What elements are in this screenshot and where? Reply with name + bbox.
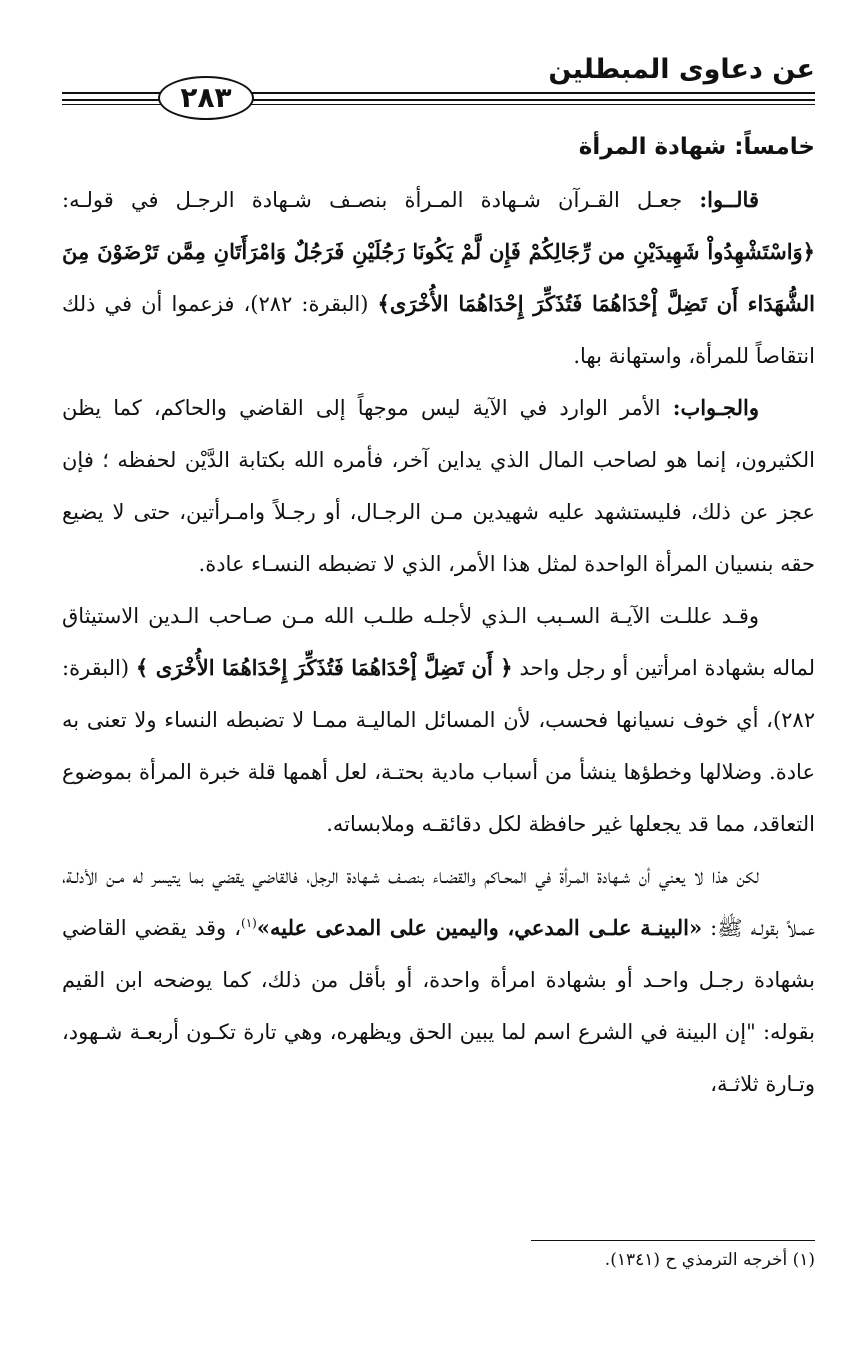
court-text-a: لكن هذا لا يعني أن شـهادة المـرأة في المحـاكم والقضـاء بنصـف شـهادة الرجل، فالقاضي يقضي بما يتيسر له مـن الأدلـة، عمـلاً بقولـه ﷺ: (62, 864, 815, 940)
paragraph-court (62, 850, 815, 1110)
claim-tail: فزعموا أن في ذلك انتقاصاً للمرأة، واستهانة بها. (62, 292, 815, 368)
claim-text: جعـل القـرآن شـهادة المـرأة بنصـف شـهادة الرجـل في قولـه: (62, 188, 700, 212)
paragraph-claim (62, 174, 815, 382)
paragraph-answer (62, 382, 815, 590)
reason-text-b: (البقرة: ٢٨٢)، أي خوف نسيانها فحسب، لأن المسائل الماليـة ممـا لا تضبطه النساء ولا تعنى به عادة. وضلالها وخطؤها ينشأ من أسباب مادية بحتـة، لعل أهمها قلة خبرة المرأة بموضوع التعاقد، مما قد يجعلها غير حافظة لكل دقائقـه وملابساته. (62, 656, 815, 836)
answer-text: الأمر الوارد في الآية ليس موجهاً إلى القاضي والحاكم، كما يظن الكثيرون، إنما هو لصاحب المال الذي يداين آخر، فأمره الله بكتابة الدَّيْن لحفظه ؛ فإن عجز عن ذلك، فليستشهد عليه شهيدين مـن الرجـال، أو رجـلاً وامـرأتين، حتى لا يضيع حقه بنسيان المرأة الواحدة لمثل هذا الأمر، الذي لا تضبطه النسـاء عادة. (62, 396, 815, 576)
reason-text-a: وقـد عللـت الآيـة السـبب الـذي لأجلـه طلـب الله مـن صـاحب الـدين الاستيثاق لماله بشهادة امرأتين أو رجل واحد (62, 604, 816, 680)
paragraph-reason (62, 590, 815, 850)
quran-verse-excerpt: ﴿ أَن تَضِلَّ إْحْدَاهُمَا فَتُذَكِّرَ إِحْدَاهُمَا الأُخْرَى ﴾ (135, 655, 513, 680)
claim-lead: قالــوا: (699, 187, 759, 212)
section-heading: خامساً: شهادة المرأة (578, 134, 815, 160)
footnote-separator (531, 1240, 815, 1241)
running-header-title: عن دعاوى المبطلين (548, 54, 815, 85)
quran-verse: ﴿وَاسْتَشْهِدُواْ شَهِيدَيْنِ من رِّجَالِكُمْ فَإِن لَّمْ يَكُونَا رَجُلَيْنِ فَرَجُلٌ وَامْرَأَتَانِ مِمَّن تَرْضَوْنَ مِنَ الشُّهَدَاء أَن تَضِلَّ إْحْدَاهُمَا فَتُذَكِّرَ إِحْدَاهُمَا الأُخْرَى﴾ (62, 239, 815, 316)
footnote: (١) أخرجه الترمذي ح (١٣٤١). (604, 1250, 815, 1270)
answer-lead: والجـواب: (672, 395, 759, 420)
page-body (62, 120, 815, 1110)
page-number-badge: ٢٨٣ (158, 76, 254, 120)
verse-reference: (البقرة: ٢٨٢)، (243, 292, 378, 316)
hadith-quote: «البينـة علـى المدعي، واليمين على المدعى عليه» (256, 915, 703, 940)
court-text-b: ، وقد يقضي القاضي بشهادة رجـل واحـد أو بشهادة امرأة واحدة، أو بأقل من ذلك، كما يوضحه ابن القيم بقوله: "إن البينة في الشرع اسم لما يبين الحق ويظهره، وهي تارة تكـون أربعـة شـهود، وتـارة ثلاثـة، (62, 916, 815, 1096)
footnote-reference: (١) (241, 916, 257, 930)
